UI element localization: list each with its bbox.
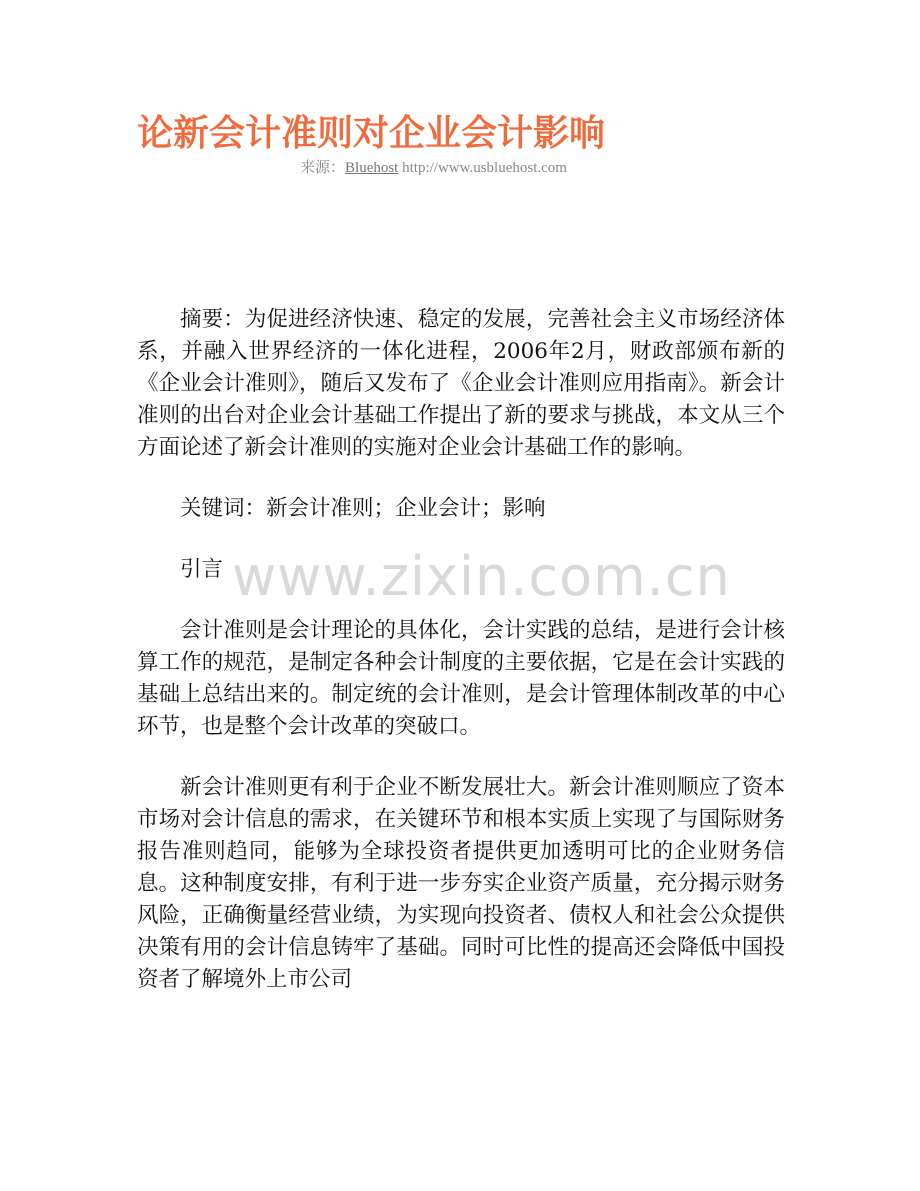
source-link[interactable]: Bluehost xyxy=(345,160,399,176)
source-url: http://www.usbluehost.com xyxy=(402,160,567,176)
abstract-paragraph: 摘要：为促进经济快速、稳定的发展，完善社会主义市场经济体系，并融入世界经济的一体化进程，2006年2月，财政部颁布新的《企业会计准则》，随后又发布了《企业会计准则应用指南》。新会计准则的出台对企业会计基础工作提出了新的要求与挑战，本文从三个方面论述了新会计准则的实施对企业会计基础工作的影响。 xyxy=(137,307,785,460)
keywords-paragraph: 关键词：新会计准则；企业会计；影响 xyxy=(180,496,546,521)
body-paragraph: 会计准则是会计理论的具体化，会计实践的总结，是进行会计核算工作的规范，是制定各种会计制度的主要依据，它是在会计实践的基础上总结出来的。制定统的会计准则，是会计管理体制改革的中心环节，也是整个会计改革的突破口。 xyxy=(137,618,785,739)
intro-heading: 引言 xyxy=(180,557,224,582)
watermark-text: www.zixin.com.cn xyxy=(232,545,731,608)
body-paragraph: 新会计准则更有利于企业不断发展壮大。新会计准则顺应了资本市场对会计信息的需求，在关键环节和根本实质上实现了与国际财务报告准则趋同，能够为全球投资者提供更加透明可比的企业财务信息。这种制度安排，有利于进一步夯实企业资产质量，充分揭示财务风险，正确衡量经营业绩，为实现向投资者、债权人和社会公众提供决策有用的会计信息铸牢了基础。同时可比性的提高还会降低中国投资者了解境外上市公司 xyxy=(137,775,785,992)
source-line xyxy=(300,156,567,177)
article-body xyxy=(137,304,785,1025)
source-label: 来源： xyxy=(300,160,346,176)
page-title: 论新会计准则对企业会计影响 xyxy=(137,113,606,154)
